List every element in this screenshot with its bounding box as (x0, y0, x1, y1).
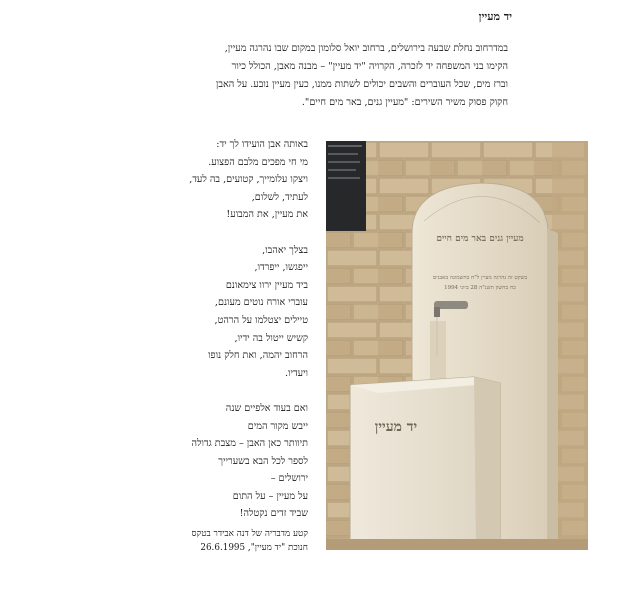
poem-line: עוברי אורח נוטים מעונם, (214, 297, 308, 309)
credit-line: חנוכת "יד מעיין", 26.6.1995 (200, 543, 308, 553)
poem-line: ביד מעיין ירוו צימאונם (225, 279, 308, 291)
poem-line: שביד זדים נקטלה! (239, 508, 308, 520)
intro-line: וברז מים, שכל העוברים והשבים יכולים לשתות ממנו, כעין מעיין נובע. על האבן (215, 79, 508, 90)
poem-line: הרחוב יהמה, ואת חלק נופו (208, 350, 308, 362)
poem-line: בצלך יאהבו, (262, 244, 308, 256)
intro-paragraph (128, 40, 508, 112)
poem-line: ייפגשו, ייפרדו, (254, 262, 308, 274)
poem-line: קשיש ייטול בה ידיו, (234, 332, 308, 344)
poem-stanza-1 (118, 136, 308, 224)
monument-plaque-line: כח בחשון תשנ"ה 28 ביוני 1994 (444, 285, 516, 291)
poem-line: ויעדיו. (284, 367, 308, 379)
block-engraving: יד מעיין (374, 419, 418, 435)
poem-line: לספר לכל הבא בשערייך (218, 455, 308, 467)
poem-line: ואם בעוד אלפיים שנה (225, 402, 308, 414)
poem-line: תיוותר כאן האבן – מצבת גדולה (191, 438, 308, 450)
poem-line: לעתיד, לשלום, (251, 191, 308, 203)
poem-line: ייבש מקור המים (247, 420, 308, 432)
poem-line: מי חי מפכים מלבם הפצוע. (208, 156, 308, 168)
poem-line: באותה אבן הועידו לך יד: (216, 139, 308, 150)
poem-line: ויצקו עלומייך, קטועים, בה לעד, (189, 174, 308, 186)
poem-stanza-2 (118, 242, 308, 383)
intro-line: חקוק פסוק משיר השירים: "מעיין גנים, באר מים חיים". (301, 97, 508, 108)
poem-line: טיילים יצטלמו על הרהט, (214, 314, 308, 326)
poem (118, 136, 308, 541)
poem-line: ירושלים – (270, 473, 308, 485)
credit-line: קטע מדבריה של דנה אבידר בטקס (191, 529, 308, 539)
poem-credit (118, 527, 308, 555)
intro-line: במדרחוב נחלת שבעה בירושלים, ברחוב יואל סלומון במקום שבו נהרגה מעיין, (224, 43, 508, 54)
poem-line: את מעיין, את המבוע! (226, 209, 308, 221)
monument-arch-inscription: מעיין גנים באר מים חיים (436, 234, 524, 244)
page-title: יד מעיין (478, 10, 512, 23)
poem-line: על מעיין – על התום (232, 490, 308, 502)
memorial-photo (326, 141, 588, 550)
monument-plaque-line: בשקט זה נהרגה מעיין ל"ח בחשמונה באבנים (432, 275, 528, 281)
intro-line: הקימו בני המשפחה יד לזכרה, הקרויה "יד מעיין" – מבנה מאבן, הכולל כיור (231, 61, 508, 72)
memorial-photo-illustration (326, 141, 588, 550)
poem-stanza-3 (118, 400, 308, 523)
